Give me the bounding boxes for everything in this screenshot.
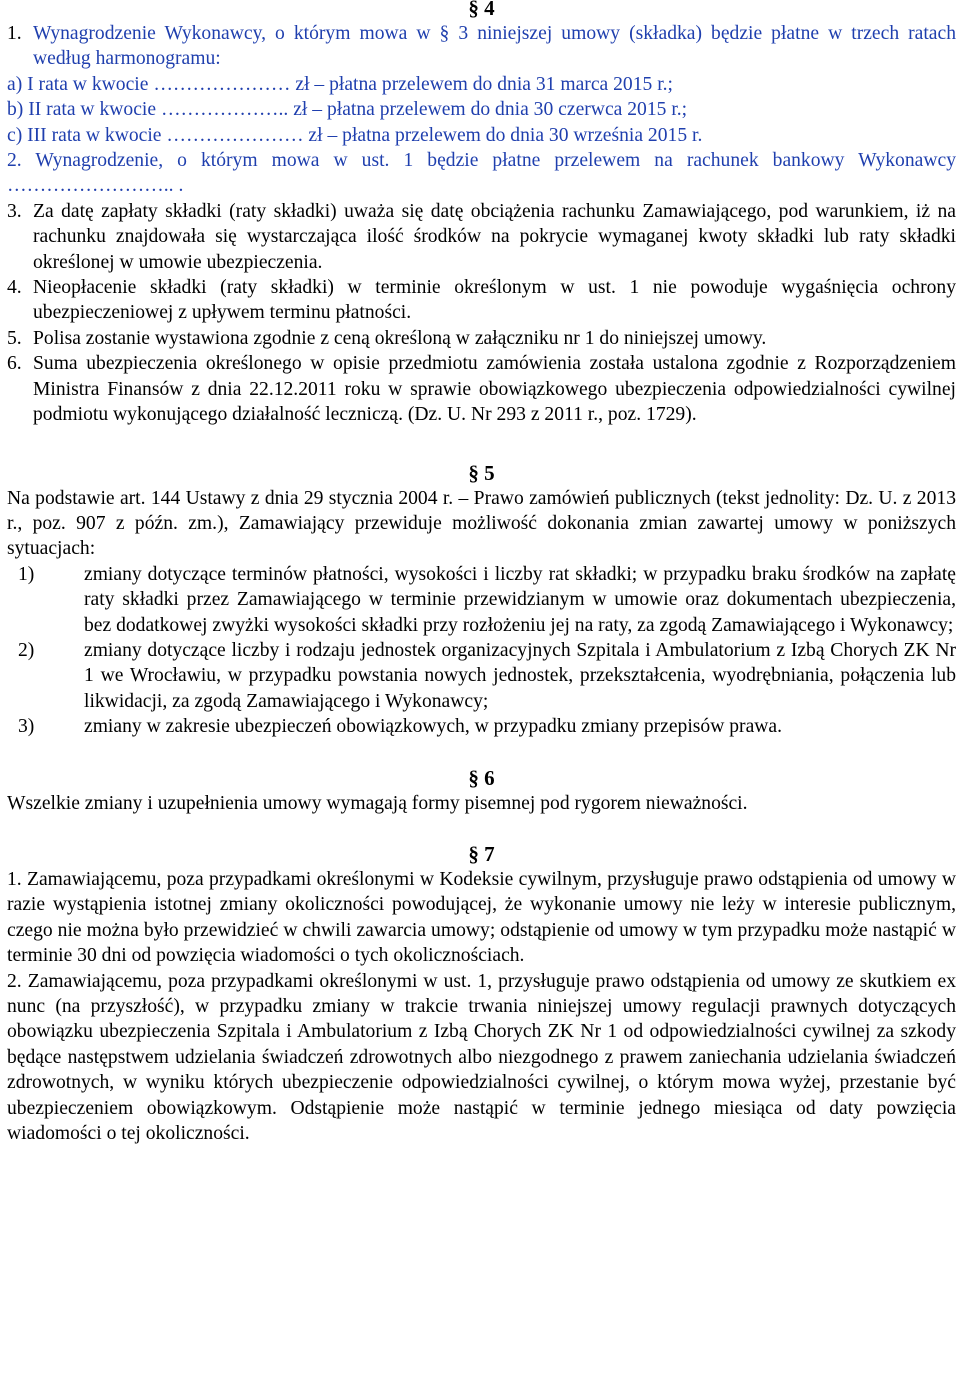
list-item-text: zmiany dotyczące liczby i rodzaju jednostek organizacyjnych Szpitala i Ambulatorium z Izbą Chorych ZK Nr 1 we Wrocławiu, w przypadku powstania nowych jednostek, przekształcenia, wyodrębniania, połączenia lub likwidacji, za zgodą Zamawiającego i Wykonawcy; [84,639,956,712]
section-7-paragraph-1: 1. Zamawiającemu, poza przypadkami określonymi w Kodeksie cywilnym, przysługuje prawo odstąpienia od umowy w razie wystąpienia istotnej zmiany okoliczności powodującej, że wykonanie umowy nie leży w interesie publicznym, czego nie można było przewidzieć w chwili zawarcia umowy; odstąpienie od umowy w tym przypadku może nastąpić w terminie 30 dni od powzięcia wiadomości o tych okolicznościach. [7,868,956,967]
paragraph-text: Suma ubezpieczenia określonego w opisie przedmiotu zamówienia została ustalona zgodnie z Rozporządzeniem Ministra Finansów z dnia 22.12.2011 roku w sprawie obowiązkowego ubezpieczenia odpowiedzialności cywilnej podmiotu wykonującego działalność leczniczą. (Dz. U. Nr 293 z 2011 r., poz. 1729). [33,353,956,426]
section-7-heading: § 7 [468,841,495,866]
list-item-text: zmiany dotyczące terminów płatności, wysokości i liczby rat składki; w przypadku braku środków na zapłatę raty składki przez Zamawiającego w terminie przewidzianym w umowie oraz dokumentach ubezpieczenia, bez dodatkowej zwyżki wysokości składki przy rozłożeniu jej na raty, za zgodą Zamawiającego i Wykonawcy; [84,563,956,636]
paragraph-number: 3. [7,200,22,222]
section-7-paragraph-2: 2. Zamawiającemu, poza przypadkami określonymi w ust. 1, przysługuje prawo odstąpienia od umowy ze skutkiem ex nunc (na przyszłość), w przypadku zmiany w trakcie trwania niniejszej umowy regulacji prawnych dotyczących obowiązku ubezpieczenia Szpitala i Ambulatorium z Izbą Chorych ZK Nr 1 od odpowiedzialności cywilnej za szkody będące następstwem udzielania świadczeń zdrowotnych albo niezgodnego z prawem zaniechania udzielania świadczeń zdrowotnych, w wyniku których ubezpieczenie odpowiedzialności cywilnej, o którym mowa wyżej, przestanie być ubezpieczeniem obowiązkowym. Odstąpienie może nastąpić w terminie jednego miesiąca od daty powzięcia wiadomości o tej okoliczności. [7,970,956,1145]
section-5-intro: Na podstawie art. 144 Ustawy z dnia 29 stycznia 2004 r. – Prawo zamówień publicznych (tekst jednolity: Dz. U. z 2013 r., poz. 907 z późn. zm.), Zamawiający przewiduje możliwość dokonania zmian zawartej umowy w poniższych sytuacjach: [7,487,956,560]
paragraph-text: Nieopłacenie składki (raty składki) w terminie określonym w ust. 1 nie powoduje wygaśnięcia ochrony ubezpieczeniowej z upływem terminu płatności. [33,277,956,324]
installment-b: b) II rata w kwocie ……………….. zł – płatna przelewem do dnia 30 czerwca 2015 r.; [7,99,688,121]
section-5-heading: § 5 [468,460,495,485]
paragraph-text: Polisa zostanie wystawiona zgodnie z ceną określoną w załączniku nr 1 do niniejszej umowy. [33,327,767,349]
list-item [7,638,956,714]
paragraph-text: Za datę zapłaty składki (raty składki) uważa się datę obciążenia rachunku Zamawiającego, pod warunkiem, iż na rachunku znajdowała się wystarczająca ilość środków na pokrycie wymaganej kwoty składki lub raty składki określonej w umowie ubezpieczenia. [33,200,956,273]
paragraph-number: 1. [7,23,22,44]
list-item-number: 1) [18,563,35,585]
section-4-paragraph-5 [7,326,956,351]
section-4-paragraph-3 [7,199,956,275]
section-6-text: Wszelkie zmiany i uzupełnienia umowy wymagają formy pisemnej pod rygorem nieważności. [7,792,748,814]
section-6-heading: § 6 [468,765,495,790]
section-4-paragraph-6 [7,351,956,427]
paragraph-number: 4. [7,277,22,299]
paragraph-number: 5. [7,327,22,349]
list-item-number: 3) [18,716,35,738]
section-4-paragraph-1 [7,21,956,72]
installment-a: a) I rata w kwocie ………………… zł – płatna przelewem do dnia 31 marca 2015 r.; [7,73,673,95]
list-item [7,562,956,638]
section-4-paragraph-4 [7,275,956,326]
paragraph-text: Wynagrodzenie Wykonawcy, o którym mowa w § 3 niniejszej umowy (składka) będzie płatne w trzech ratach według harmonogramu: [33,23,956,70]
installment-c: c) III rata w kwocie ………………… zł – płatna przelewem do dnia 30 września 2015 r. [7,124,703,146]
list-item [7,714,956,739]
list-item-text: zmiany w zakresie ubezpieczeń obowiązkowych, w przypadku zmiany przepisów prawa. [84,716,783,738]
paragraph-number: 6. [7,353,22,375]
list-item-number: 2) [18,639,35,661]
section-4-heading: § 4 [468,0,495,20]
section-4-paragraph-2: 2. Wynagrodzenie, o którym mowa w ust. 1 będzie płatne przelewem na rachunek bankowy Wykonawcy …………………….. . [7,150,956,197]
